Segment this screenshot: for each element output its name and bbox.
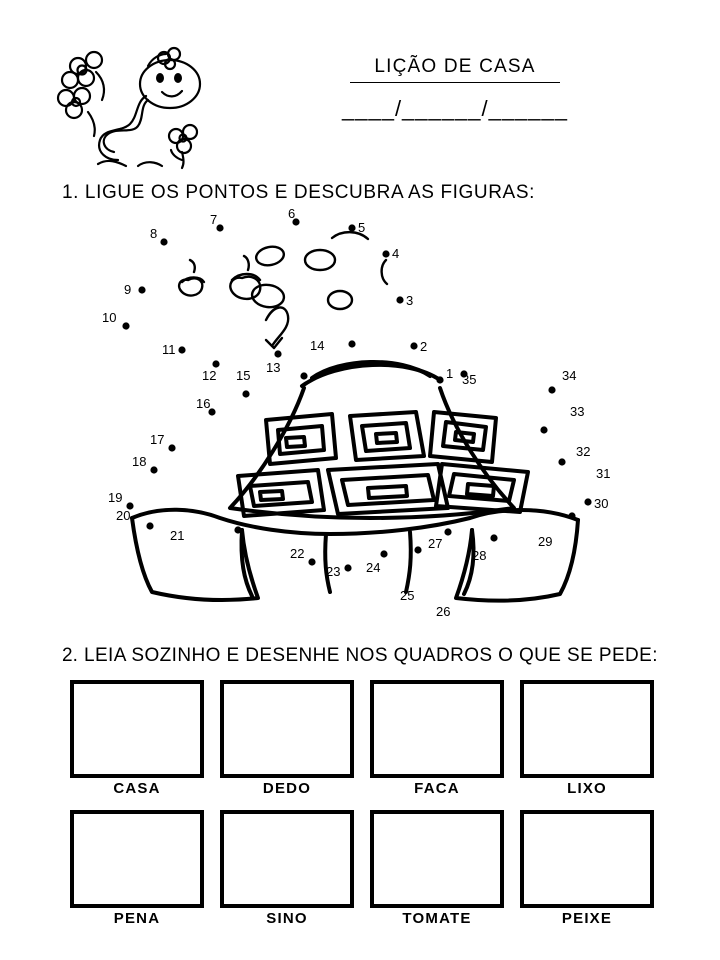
svg-text:28: 28: [472, 548, 487, 563]
svg-text:12: 12: [202, 368, 217, 383]
svg-text:3: 3: [406, 293, 414, 308]
drawing-box[interactable]: [220, 680, 354, 778]
dot-to-dot-turtle-figure: [90, 208, 650, 628]
drawing-boxes-row: [70, 680, 654, 797]
exercise-2-instruction: LEIA SOZINHO E DESENHE NOS QUADROS O QUE SE PEDE:: [84, 645, 658, 666]
drawing-cell-pena: [70, 810, 204, 927]
drawing-cell-peixe: [520, 810, 654, 927]
svg-text:13: 13: [266, 360, 281, 375]
title-block: [310, 56, 600, 122]
drawing-cell-faca: [370, 680, 504, 797]
worksheet-header: [0, 28, 720, 158]
drawing-label: LIXO: [567, 780, 607, 797]
svg-text:27: 27: [428, 536, 443, 551]
svg-text:16: 16: [196, 396, 211, 411]
exercise-2-number: 2.: [62, 645, 78, 666]
svg-text:7: 7: [210, 212, 218, 227]
svg-text:20: 20: [116, 508, 131, 523]
svg-text:9: 9: [124, 282, 132, 297]
drawing-box[interactable]: [520, 810, 654, 908]
svg-text:26: 26: [436, 604, 451, 619]
page-title: LIÇÃO DE CASA: [374, 56, 536, 77]
svg-text:14: 14: [310, 338, 325, 353]
svg-text:24: 24: [366, 560, 381, 575]
drawing-label: CASA: [113, 780, 161, 797]
svg-text:30: 30: [594, 496, 609, 511]
svg-text:31: 31: [596, 466, 611, 481]
drawing-boxes-row: [70, 810, 654, 927]
svg-text:35: 35: [462, 372, 477, 387]
drawing-cell-tomate: [370, 810, 504, 927]
drawing-box[interactable]: [520, 680, 654, 778]
drawing-cell-sino: [220, 810, 354, 927]
drawing-box[interactable]: [70, 680, 204, 778]
drawing-box[interactable]: [370, 810, 504, 908]
svg-text:19: 19: [108, 490, 123, 505]
svg-text:1: 1: [446, 366, 454, 381]
svg-text:22: 22: [290, 546, 305, 561]
drawing-label: TOMATE: [402, 910, 472, 927]
svg-text:11: 11: [162, 342, 176, 357]
svg-text:15: 15: [236, 368, 251, 383]
svg-text:29: 29: [538, 534, 553, 549]
svg-text:18: 18: [132, 454, 147, 469]
drawing-box[interactable]: [220, 810, 354, 908]
svg-text:23: 23: [326, 564, 341, 579]
drawing-label: PEIXE: [561, 910, 613, 927]
drawing-label: FACA: [414, 780, 460, 797]
svg-text:2: 2: [420, 339, 428, 354]
drawing-cell-lixo: [520, 680, 654, 797]
drawing-cell-casa: [70, 680, 204, 797]
drawing-label: PENA: [113, 910, 161, 927]
svg-text:25: 25: [400, 588, 415, 603]
drawing-box[interactable]: [370, 680, 504, 778]
svg-text:5: 5: [358, 220, 366, 235]
drawing-box[interactable]: [70, 810, 204, 908]
svg-text:21: 21: [170, 528, 185, 543]
svg-text:8: 8: [150, 226, 158, 241]
drawing-boxes-grid: [70, 680, 654, 927]
svg-text:17: 17: [150, 432, 165, 447]
svg-text:4: 4: [392, 246, 400, 261]
drawing-label: SINO: [266, 910, 308, 927]
svg-text:32: 32: [576, 444, 591, 459]
drawing-cell-dedo: [220, 680, 354, 797]
title-underline: [350, 82, 560, 83]
exercise-1-instruction: 1. LIGUE OS PONTOS E DESCUBRA AS FIGURAS:: [62, 182, 535, 203]
svg-text:6: 6: [288, 208, 296, 221]
drawing-label: DEDO: [262, 780, 312, 797]
svg-text:10: 10: [102, 310, 117, 325]
worm-with-flowers-illustration: [52, 40, 204, 170]
svg-text:33: 33: [570, 404, 585, 419]
svg-text:34: 34: [562, 368, 577, 383]
date-blank-line: ____/______/______: [342, 96, 568, 121]
